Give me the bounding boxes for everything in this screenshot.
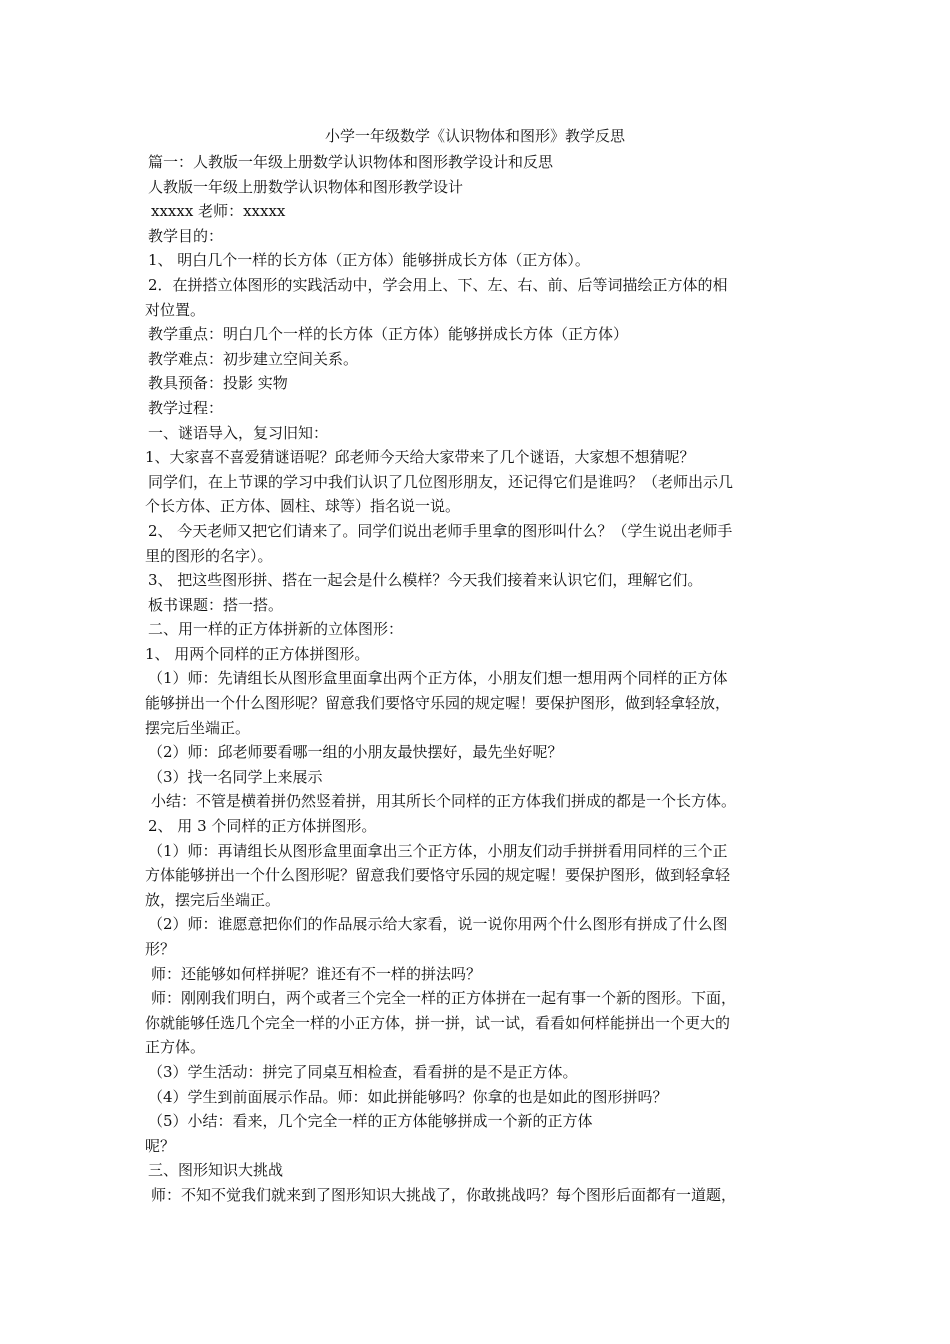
document-title: 小学一年级数学《认识物体和图形》教学反思 bbox=[324, 127, 625, 145]
text-line: 教学过程： bbox=[148, 398, 224, 417]
text-line: （4）学生到前面展示作品。师：如此拼能够吗？你拿的也是如此的图形拼吗？ bbox=[148, 1087, 668, 1106]
text-line: 篇一：人教版一年级上册数学认识物体和图形教学设计和反思 bbox=[148, 153, 554, 171]
text-line: 师：不知不觉我们就来到了图形知识大挑战了，你敢挑战吗？每个图形后面都有一道题， bbox=[151, 1185, 737, 1204]
text-line: 二、用一样的正方体拼新的立体图形： bbox=[148, 620, 404, 639]
text-line: （3）学生活动：拼完了同桌互相检查，看看拼的是不是正方体。 bbox=[148, 1062, 578, 1081]
text-line: （3）找一名同学上来展示 bbox=[148, 767, 323, 786]
text-line: （2）师：邱老师要看哪一组的小朋友最快摆好，最先坐好呢？ bbox=[148, 743, 563, 762]
text-line: 师：刚刚我们明白，两个或者三个完全一样的正方体拼在一起有事一个新的图形。下面， bbox=[151, 989, 737, 1008]
text-line: 教学目的： bbox=[148, 226, 224, 245]
text-line: xxxxx 老师：xxxxx bbox=[151, 202, 286, 221]
text-line: 能够拼出一个什么图形呢？留意我们要恪守乐园的规定喔！要保护图形，做到轻拿轻放， bbox=[145, 694, 731, 713]
text-line: 正方体。 bbox=[145, 1038, 206, 1057]
text-line: （2）师：谁愿意把你们的作品展示给大家看，说一说你用两个什么图形有拼成了什么图 bbox=[148, 915, 728, 934]
text-line: 教学重点：明白几个一样的长方体（正方体）能够拼成长方体（正方体） bbox=[148, 325, 629, 344]
text-line: 三、图形知识大挑战 bbox=[148, 1161, 284, 1180]
text-line: 人教版一年级上册数学认识物体和图形教学设计 bbox=[148, 177, 464, 196]
text-line: 小结：不管是横着拼仍然竖着拼，用其所长个同样的正方体我们拼成的都是一个长方体。 bbox=[151, 792, 737, 811]
text-line: 摆完后坐端正。 bbox=[145, 718, 251, 737]
text-line: 呢？ bbox=[145, 1136, 176, 1155]
text-line: 1、 明白几个一样的长方体（正方体）能够拼成长方体（正方体）。 bbox=[148, 251, 590, 270]
text-line: 1、大家喜不喜爱猜谜语呢？邱老师今天给大家带来了几个谜语，大家想不想猜呢？ bbox=[145, 448, 695, 467]
text-line: 里的图形的名字）。 bbox=[145, 546, 273, 565]
text-line: 3、 把这些图形拼、搭在一起会是什么模样？今天我们接着来认识它们，理解它们。 bbox=[148, 571, 703, 590]
text-line: 教学难点：初步建立空间关系。 bbox=[148, 349, 359, 368]
text-line: 同学们，在上节课的学习中我们认识了几位图形朋友，还记得它们是谁吗？（老师出示几 bbox=[148, 472, 734, 491]
text-line: 一、谜语导入，复习旧知： bbox=[148, 423, 329, 442]
text-line: 放，摆完后坐端正。 bbox=[145, 890, 281, 909]
text-line: 2．在拼搭立体图形的实践活动中，学会用上、下、左、右、前、后等词描绘正方体的相 bbox=[148, 275, 728, 294]
text-line: 对位置。 bbox=[145, 300, 206, 319]
text-line: （5）小结：看来，几个完全一样的正方体能够拼成一个新的正方体 bbox=[148, 1112, 593, 1131]
text-line: 师：还能够如何样拼呢？谁还有不一样的拼法吗？ bbox=[151, 964, 482, 983]
text-line: 2、 今天老师又把它们请来了。同学们说出老师手里拿的图形叫什么？（学生说出老师手 bbox=[148, 521, 733, 540]
document-body bbox=[145, 150, 810, 1208]
text-line: 1、 用两个同样的正方体拼图形。 bbox=[145, 644, 370, 663]
text-line: 形？ bbox=[145, 940, 176, 958]
text-line: （1）师：再请组长从图形盒里面拿出三个正方体，小朋友们动手拼拼看用同样的三个正 bbox=[148, 841, 728, 860]
text-line: 板书课题：搭一搭。 bbox=[148, 595, 284, 614]
text-line: 方体能够拼出一个什么图形呢？留意我们要恪守乐园的规定喔！要保护图形，做到轻拿轻 bbox=[145, 866, 731, 885]
text-line: 个长方体、正方体、圆柱、球等）指名说一说。 bbox=[145, 497, 461, 516]
text-line: 你就能够任选几个完全一样的小正方体，拼一拼，试一试，看看如何样能拼出一个更大的 bbox=[145, 1013, 731, 1032]
text-line: 2、 用 3 个同样的正方体拼图形。 bbox=[148, 817, 377, 836]
text-line: 教具预备：投影 实物 bbox=[148, 374, 288, 393]
text-line: （1）师：先请组长从图形盒里面拿出两个正方体，小朋友们想一想用两个同样的正方体 bbox=[148, 669, 728, 688]
